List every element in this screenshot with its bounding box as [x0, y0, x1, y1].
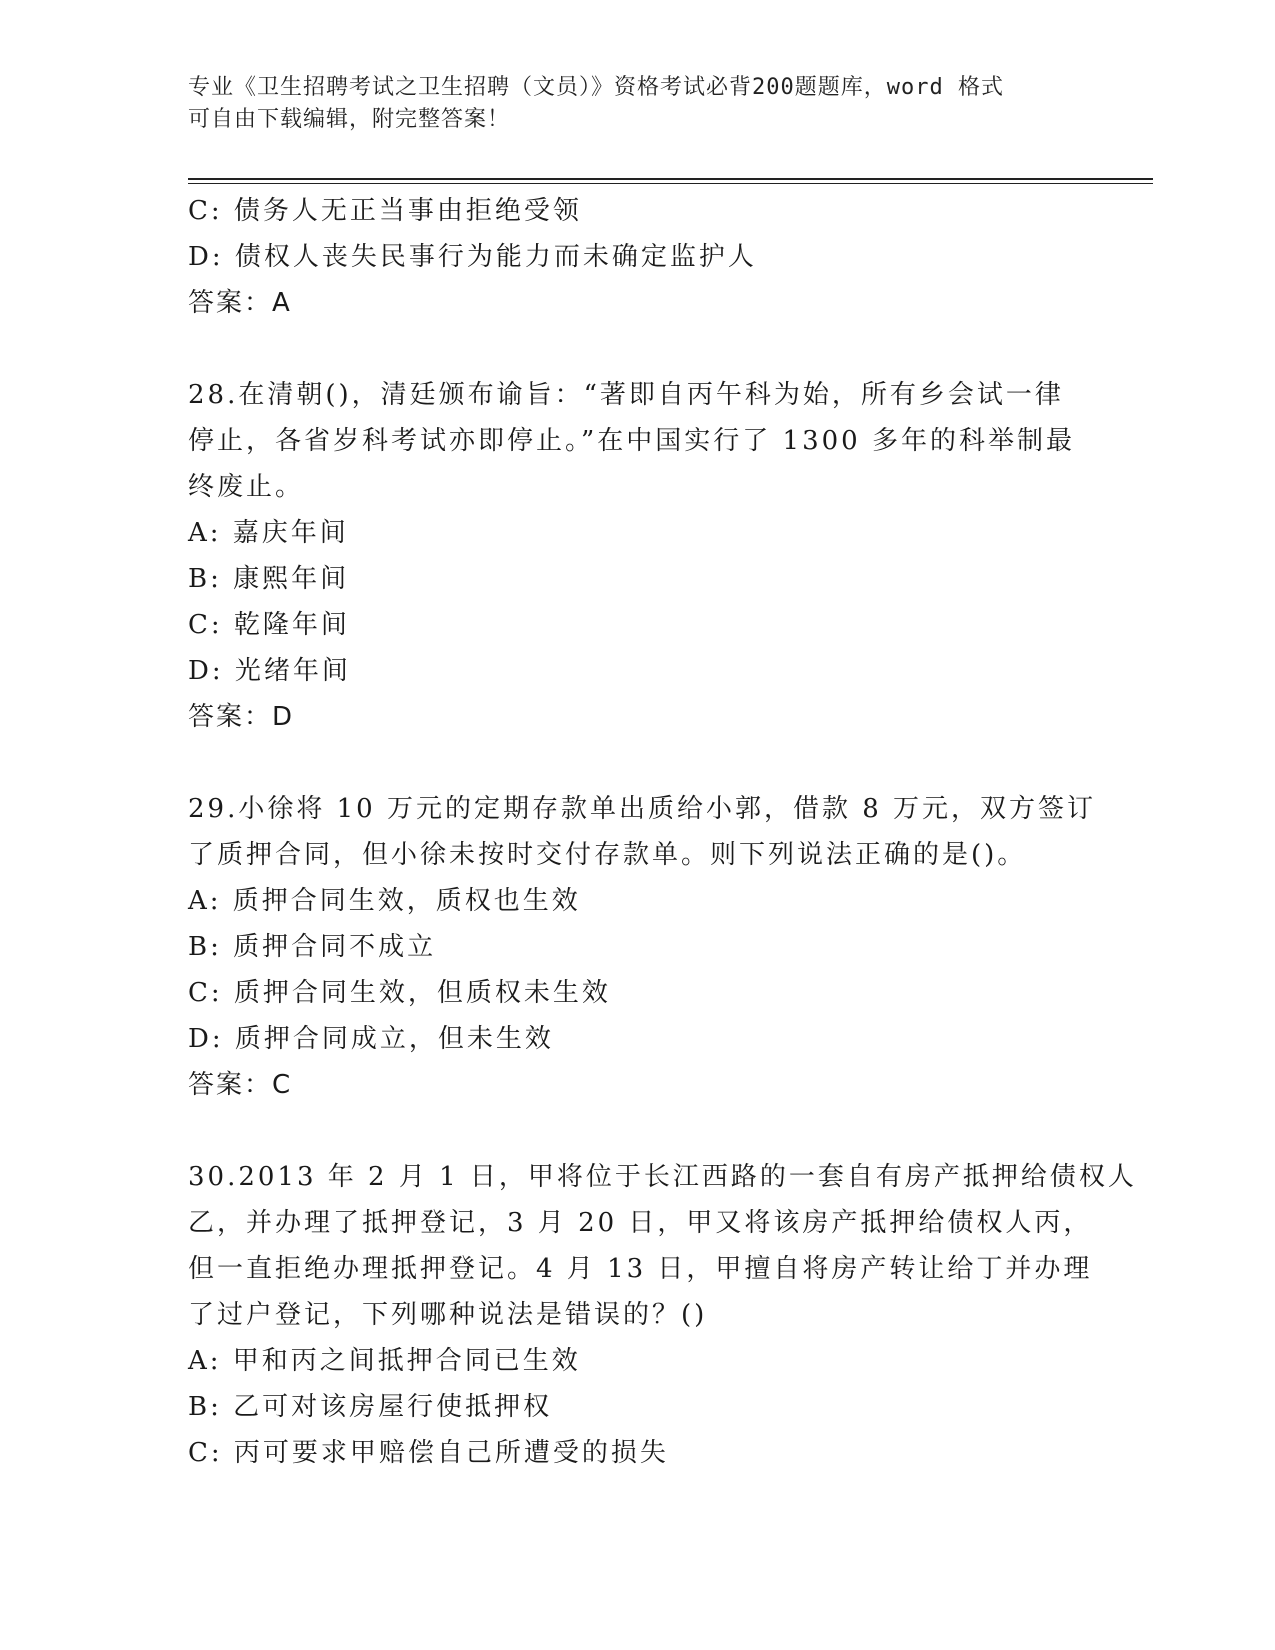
- header-rule-thick: [188, 178, 1153, 180]
- answer-line: 答案：C: [188, 1070, 293, 1100]
- option-a: A: 质押合同生效，质权也生效: [188, 886, 581, 916]
- option-d: D: 债权人丧失民事行为能力而未确定监护人: [188, 242, 757, 272]
- spacer: [188, 326, 1088, 372]
- question-stem: 但一直拒绝办理抵押登记。4 月 13 日，甲擅自将房产转让给丁并办理: [188, 1254, 1093, 1284]
- question-stem: 了质押合同，但小徐未按时交付存款单。则下列说法正确的是()。: [188, 840, 1027, 870]
- question-stem: 28.在清朝()，清廷颁布谕旨：“著即自丙午科为始，所有乡会试一律: [188, 380, 1064, 410]
- option-c: C: 丙可要求甲赔偿自己所遭受的损失: [188, 1438, 669, 1468]
- option-b: B: 乙可对该房屋行使抵押权: [188, 1392, 553, 1422]
- header-line-2: 可自由下载编辑，附完整答案！: [188, 107, 511, 132]
- document-header: [188, 72, 1088, 136]
- option-b: B: 质押合同不成立: [188, 932, 437, 962]
- header-rule-thin: [188, 183, 1153, 184]
- spacer: [188, 740, 1088, 786]
- spacer: [188, 1108, 1088, 1154]
- option-d: D: 质押合同成立，但未生效: [188, 1024, 554, 1054]
- question-29: [188, 786, 1097, 1108]
- option-a: A: 嘉庆年间: [188, 518, 349, 548]
- question-stem: 30.2013 年 2 月 1 日，甲将位于长江西路的一套自有房产抵押给债权人: [188, 1162, 1137, 1192]
- option-d: D: 光绪年间: [188, 656, 351, 686]
- answer-line: 答案：A: [188, 288, 292, 318]
- question-stem: 了过户登记，下列哪种说法是错误的？(): [188, 1300, 708, 1330]
- question-28: [188, 372, 1088, 740]
- header-line-1: 专业《卫生招聘考试之卫生招聘（文员）》资格考试必背200题题库，word 格式: [188, 75, 1004, 100]
- option-c: C: 债务人无正当事由拒绝受领: [188, 196, 582, 226]
- question-27-tail: [188, 188, 1088, 326]
- option-a: A: 甲和丙之间抵押合同已生效: [188, 1346, 581, 1376]
- question-stem: 终废止。: [188, 472, 305, 502]
- option-c: C: 质押合同生效，但质权未生效: [188, 978, 611, 1008]
- question-30: [188, 1154, 1137, 1476]
- answer-line: 答案：D: [188, 702, 295, 732]
- question-stem: 乙，并办理了抵押登记，3 月 20 日，甲又将该房产抵押给债权人丙，: [188, 1208, 1093, 1238]
- option-c: C: 乾隆年间: [188, 610, 350, 640]
- question-content: [188, 188, 1137, 1476]
- question-stem: 29.小徐将 10 万元的定期存款单出质给小郭，借款 8 万元，双方签订: [188, 794, 1097, 824]
- question-stem: 停止，各省岁科考试亦即停止。”在中国实行了 1300 多年的科举制最: [188, 426, 1075, 456]
- option-b: B: 康熙年间: [188, 564, 350, 594]
